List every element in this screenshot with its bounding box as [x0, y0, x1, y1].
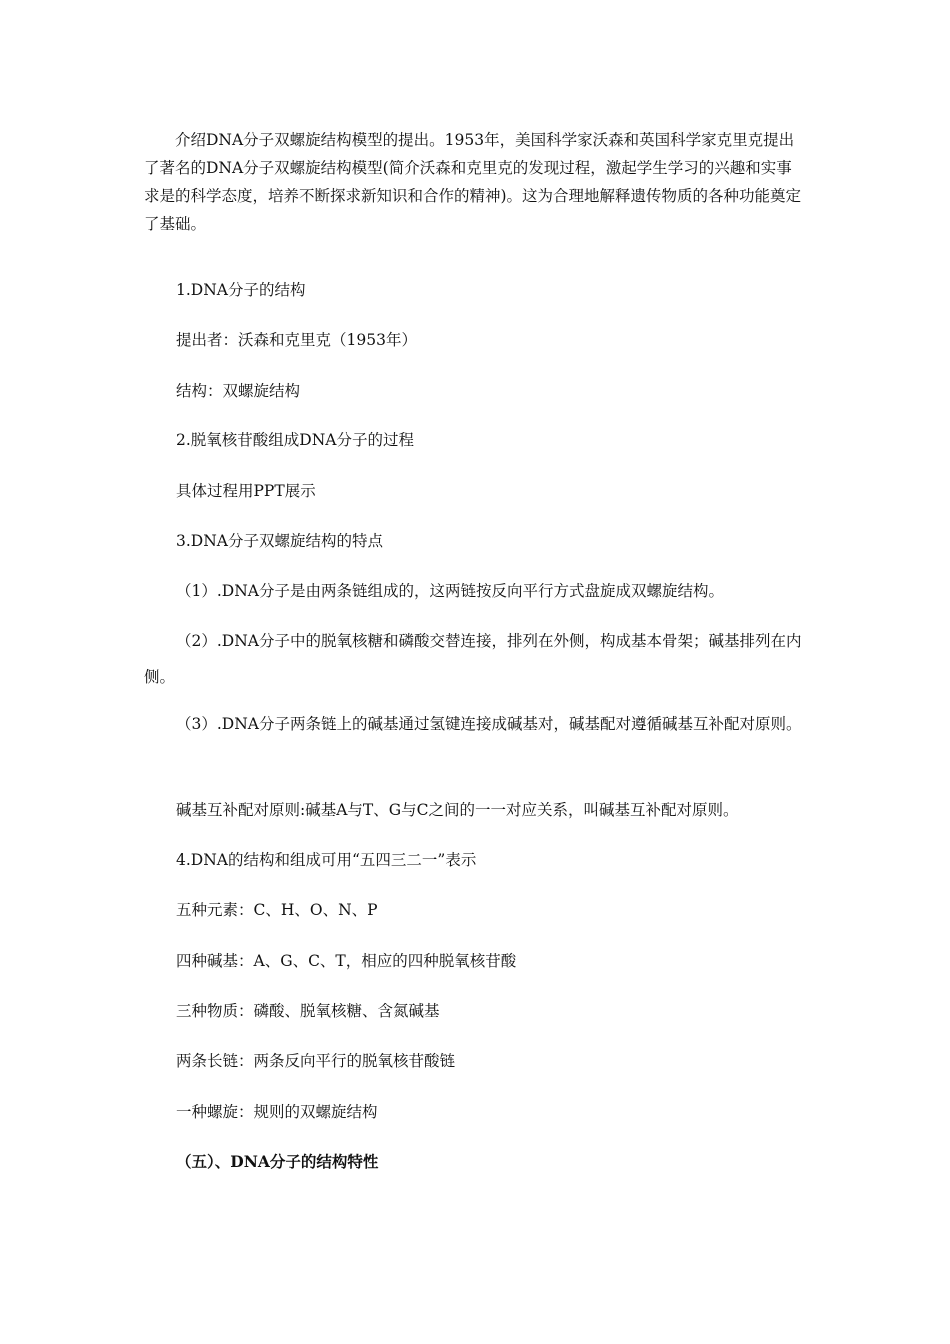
intro-paragraph: 介绍DNA分子双螺旋结构模型的提出。1953年，美国科学家沃森和英国科学家克里克提出了著名的DNA分子双螺旋结构模型(简介沃森和克里克的发现过程，激起学生学习的兴趣和实事求是的科学态度，培养不断探求新知识和合作的精神)。这为合理地解释遗传物质的各种功能奠定了基础。: [144, 131, 802, 233]
ppt-line: 具体过程用PPT展示: [176, 482, 316, 500]
proposer-line: 提出者：沃森和克里克（1953年）: [176, 331, 417, 349]
five-elements: 五种元素：C、H、O、N、P: [176, 901, 378, 919]
three-substances: 三种物质：磷酸、脱氧核糖、含氮碱基: [176, 1002, 440, 1020]
feature-3: （3）.DNA分子两条链上的碱基通过氢键连接成碱基对，碱基配对遵循碱基互补配对原则。: [176, 715, 802, 733]
one-helix: 一种螺旋：规则的双螺旋结构: [176, 1103, 378, 1121]
heading-helix-features: 3.DNA分子双螺旋结构的特点: [176, 532, 383, 550]
four-bases: 四种碱基：A、G、C、T，相应的四种脱氧核苷酸: [176, 952, 517, 970]
structure-line: 结构：双螺旋结构: [176, 382, 301, 400]
feature-2: （2）.DNA分子中的脱氧核糖和磷酸交替连接，排列在外侧，构成基本骨架；碱基排列在内侧。: [144, 632, 802, 686]
heading-assembly-process: 2.脱氧核苷酸组成DNA分子的过程: [176, 431, 414, 449]
two-chains: 两条长链：两条反向平行的脱氧核苷酸链: [176, 1052, 456, 1070]
heading-54321: 4.DNA的结构和组成可用“五四三二一”表示: [176, 851, 477, 869]
section-5-heading: （五）、DNA分子的结构特性: [176, 1152, 379, 1171]
heading-dna-structure: 1.DNA分子的结构: [176, 281, 306, 299]
base-pairing-rule: 碱基互补配对原则:碱基A与T、G与C之间的一一对应关系，叫碱基互补配对原则。: [176, 801, 739, 819]
feature-1: （1）.DNA分子是由两条链组成的，这两链按反向平行方式盘旋成双螺旋结构。: [176, 582, 724, 600]
